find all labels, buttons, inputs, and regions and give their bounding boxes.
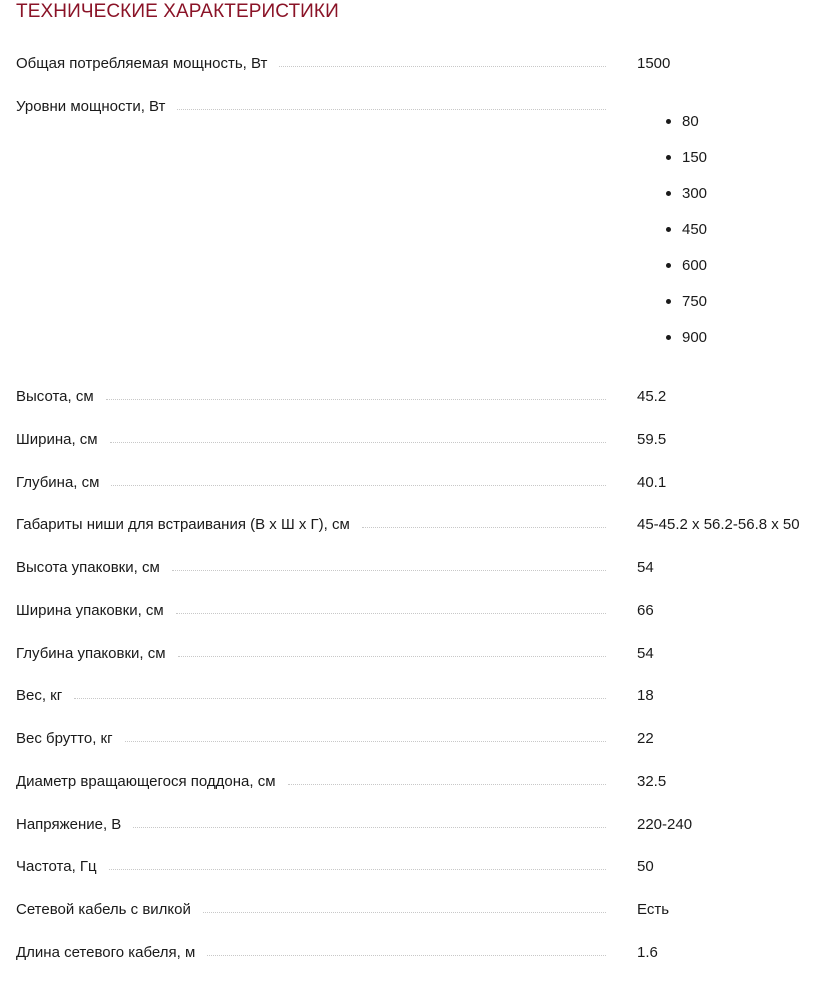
spec-label: Ширина упаковки, см [16, 600, 176, 622]
list-item [682, 291, 707, 327]
spec-row-gross-weight [16, 728, 816, 750]
spec-label-wrap [16, 728, 606, 750]
spec-label: Габариты ниши для встраивания (В х Ш х Г), см [16, 514, 362, 536]
list-item [682, 147, 707, 183]
spec-label-wrap [16, 643, 606, 665]
dotted-leader [110, 429, 606, 443]
spec-row-tray-diameter [16, 771, 816, 793]
bullet-icon [666, 335, 671, 340]
spec-label: Напряжение, В [16, 814, 133, 836]
spec-value: 220-240 [637, 816, 693, 833]
power-levels-list [682, 111, 707, 363]
spec-label-wrap [16, 53, 606, 75]
power-level-value: 450 [682, 221, 708, 238]
spec-value: 32.5 [637, 773, 667, 790]
spec-row-pack-height [16, 557, 816, 579]
power-level-value: 600 [682, 257, 708, 274]
dotted-leader [133, 814, 606, 828]
spec-value: 1500 [637, 55, 671, 72]
spec-value: 45.2 [637, 388, 667, 405]
spec-label: Высота, см [16, 386, 106, 408]
spec-label: Общая потребляемая мощность, Вт [16, 53, 279, 75]
spec-row-cable-plug [16, 899, 816, 921]
spec-value: 45-45.2 x 56.2-56.8 x 50 [637, 516, 800, 533]
spec-row-pack-depth [16, 643, 816, 665]
spec-label-wrap [16, 557, 606, 579]
spec-label: Вес брутто, кг [16, 728, 125, 750]
dotted-leader [111, 472, 606, 486]
spec-label: Уровни мощности, Вт [16, 96, 177, 118]
spec-row-width [16, 429, 816, 451]
bullet-icon [666, 263, 671, 268]
spec-row-voltage [16, 814, 816, 836]
spec-label-wrap [16, 685, 606, 707]
spec-label: Длина сетевого кабеля, м [16, 942, 207, 964]
spec-label-wrap [16, 386, 606, 408]
dotted-leader [172, 557, 606, 571]
spec-label-wrap [16, 600, 606, 622]
spec-label-wrap [16, 856, 606, 878]
spec-value: 1.6 [637, 944, 658, 961]
spec-row-frequency [16, 856, 816, 878]
dotted-leader [74, 685, 606, 699]
spec-value: 22 [637, 730, 654, 747]
power-level-value: 300 [682, 185, 708, 202]
spec-label: Ширина, см [16, 429, 110, 451]
dotted-leader [207, 942, 606, 956]
bullet-icon [666, 119, 671, 124]
bullet-icon [666, 155, 671, 160]
bullet-icon [666, 299, 671, 304]
bullet-icon [666, 227, 671, 232]
list-item [682, 327, 707, 363]
spec-label: Частота, Гц [16, 856, 109, 878]
spec-value: 54 [637, 559, 654, 576]
dotted-leader [125, 728, 606, 742]
spec-value: 40.1 [637, 474, 667, 491]
dotted-leader [176, 600, 606, 614]
spec-row-niche [16, 514, 816, 536]
spec-value: 66 [637, 602, 654, 619]
spec-row-power-total [16, 53, 816, 75]
list-item [682, 183, 707, 219]
spec-row-cable-length [16, 942, 816, 964]
list-item [682, 111, 707, 147]
spec-value: 18 [637, 687, 654, 704]
spec-label-wrap [16, 814, 606, 836]
spec-label-wrap [16, 771, 606, 793]
dotted-leader [106, 386, 606, 400]
spec-label: Глубина упаковки, см [16, 643, 178, 665]
spec-label: Глубина, см [16, 472, 111, 494]
section-title: ТЕХНИЧЕСКИЕ ХАРАКТЕРИСТИКИ [16, 1, 339, 22]
dotted-leader [203, 899, 606, 913]
spec-value: 59.5 [637, 431, 667, 448]
dotted-leader [177, 96, 606, 110]
spec-label-wrap [16, 429, 606, 451]
power-level-value: 80 [682, 113, 699, 130]
spec-row-pack-width [16, 600, 816, 622]
spec-label-wrap [16, 472, 606, 494]
power-level-value: 150 [682, 149, 708, 166]
bullet-icon [666, 191, 671, 196]
dotted-leader [178, 643, 606, 657]
dotted-leader [109, 856, 606, 870]
list-item [682, 255, 707, 291]
spec-label: Высота упаковки, см [16, 557, 172, 579]
list-item [682, 219, 707, 255]
spec-label-wrap [16, 96, 606, 118]
dotted-leader [288, 771, 606, 785]
spec-value: 54 [637, 645, 654, 662]
spec-row-height [16, 386, 816, 408]
spec-row-depth [16, 472, 816, 494]
spec-label-wrap [16, 899, 606, 921]
spec-value: 50 [637, 858, 654, 875]
spec-label: Диаметр вращающегося поддона, см [16, 771, 288, 793]
spec-row-weight [16, 685, 816, 707]
power-level-value: 750 [682, 293, 708, 310]
spec-value: Есть [637, 901, 670, 918]
spec-label-wrap [16, 942, 606, 964]
spec-label: Сетевой кабель с вилкой [16, 899, 203, 921]
dotted-leader [279, 53, 606, 67]
spec-label: Вес, кг [16, 685, 74, 707]
dotted-leader [362, 514, 606, 528]
spec-label-wrap [16, 514, 606, 536]
power-level-value: 900 [682, 329, 708, 346]
